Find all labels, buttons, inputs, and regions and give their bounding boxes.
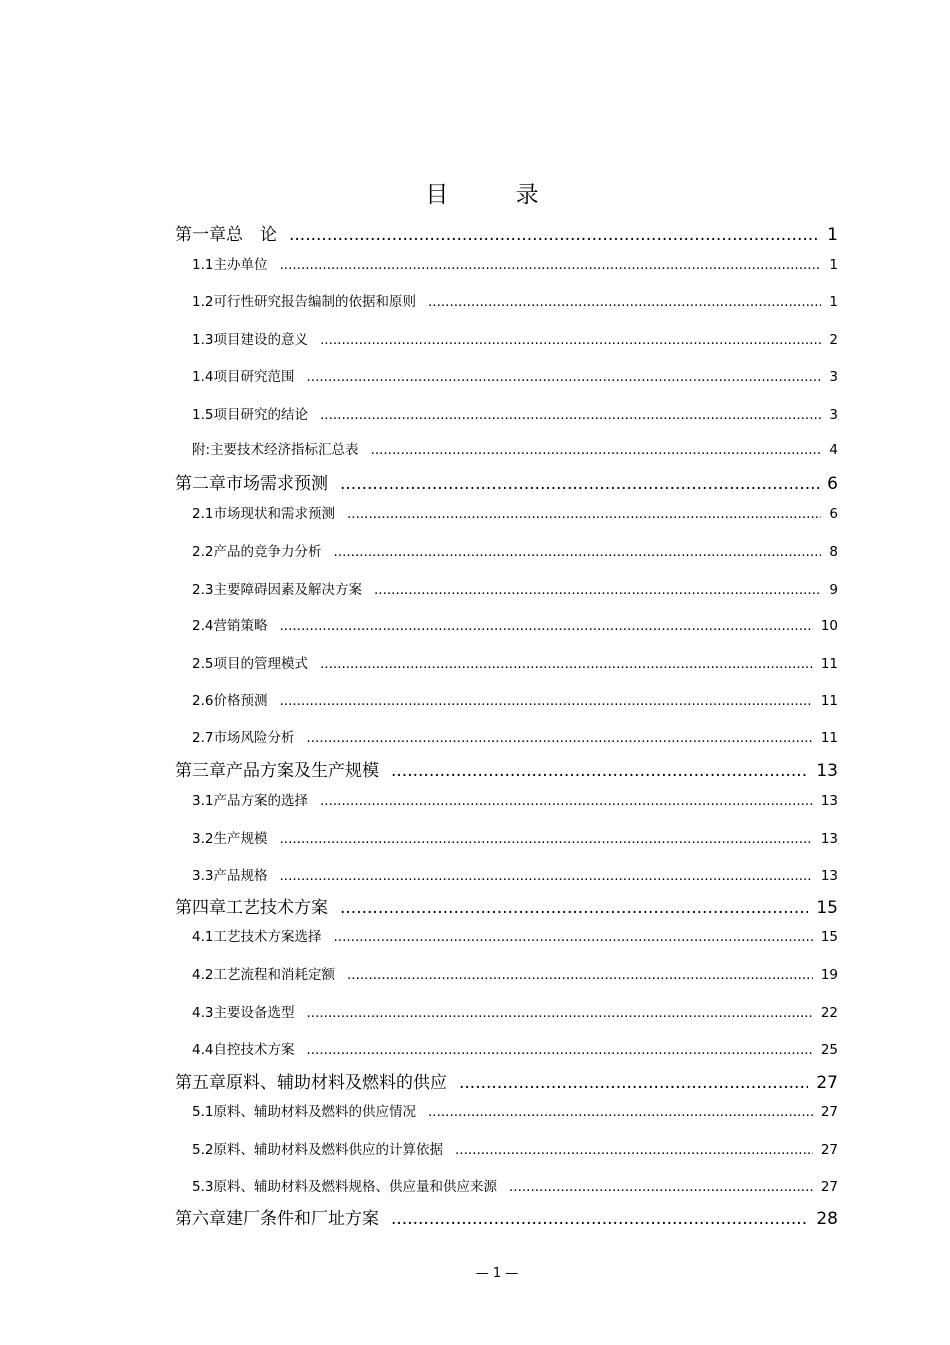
toc-section-entry[interactable] — [192, 540, 838, 560]
toc-entry-title: 市场需求预测 — [226, 474, 328, 494]
toc-entry-title: 市场风险分析 — [213, 730, 295, 746]
toc-entry-title: 原料、辅助材料及燃料供应的计算依据 — [213, 1142, 443, 1158]
toc-entry-page-number: 11 — [820, 693, 838, 709]
toc-dot-leader — [320, 407, 821, 423]
toc-section-entry[interactable] — [192, 328, 838, 348]
toc-dot-leader — [428, 1104, 813, 1120]
toc-dot-leader — [279, 257, 821, 273]
toc-section-entry[interactable] — [192, 578, 838, 598]
toc-chapter-entry[interactable] — [175, 756, 838, 781]
toc-entry-page-number: 6 — [827, 474, 838, 494]
toc-dot-leader — [306, 369, 821, 385]
toc-entry-title: 主要障碍因素及解决方案 — [213, 582, 362, 598]
toc-entry-page-number: 1 — [827, 225, 838, 245]
toc-entry-number: 2.4 — [192, 618, 214, 634]
toc-entry-page-number: 3 — [829, 369, 838, 385]
toc-entry-number: 1.3 — [192, 332, 214, 348]
toc-chapter-entry[interactable] — [175, 469, 838, 494]
toc-entry-number: 2.7 — [192, 730, 214, 746]
toc-dot-leader — [320, 793, 813, 809]
toc-dot-leader — [347, 506, 821, 522]
toc-dot-leader — [371, 442, 822, 458]
toc-section-entry[interactable] — [192, 253, 838, 273]
toc-section-entry[interactable] — [192, 1001, 838, 1021]
toc-entry-number: 2.6 — [192, 693, 214, 709]
toc-entry-number: 4.2 — [192, 967, 214, 983]
toc-entry-title: 原料、辅助材料及燃料的供应情况 — [213, 1104, 416, 1120]
toc-entry-page-number: 27 — [816, 1073, 838, 1093]
toc-dot-leader — [320, 332, 821, 348]
toc-section-entry[interactable] — [192, 789, 838, 809]
toc-section-entry[interactable] — [192, 864, 838, 884]
toc-dot-leader — [391, 761, 808, 781]
toc-entry-page-number: 15 — [816, 898, 838, 918]
toc-entry-title: 产品的竞争力分析 — [213, 544, 322, 560]
toc-dot-leader — [347, 967, 813, 983]
toc-entry-page-number: 27 — [820, 1179, 838, 1195]
toc-entry-title: 生产规模 — [213, 831, 268, 847]
toc-entry-number: 1.4 — [192, 369, 214, 385]
toc-entry-number: 附: — [192, 442, 211, 458]
toc-entry-page-number: 2 — [829, 332, 838, 348]
toc-chapter-entry[interactable] — [175, 893, 838, 918]
toc-dot-leader — [279, 618, 812, 634]
toc-entry-page-number: 28 — [816, 1209, 838, 1229]
toc-entry-number: 第二章 — [175, 474, 226, 494]
toc-entry-title: 工艺技术方案选择 — [213, 929, 322, 945]
toc-chapter-entry[interactable] — [175, 1068, 838, 1093]
toc-section-entry[interactable] — [192, 1038, 838, 1058]
toc-entry-title: 主办单位 — [213, 257, 268, 273]
toc-section-entry[interactable] — [192, 502, 838, 522]
toc-entry-number: 第五章 — [175, 1073, 226, 1093]
toc-chapter-entry[interactable] — [175, 1204, 838, 1229]
toc-entry-number: 第三章 — [175, 761, 226, 781]
toc-entry-page-number: 13 — [816, 761, 838, 781]
toc-entry-page-number: 1 — [829, 294, 838, 310]
toc-entry-number: 4.4 — [192, 1042, 214, 1058]
toc-section-entry[interactable] — [192, 963, 838, 983]
page-number-footer: — 1 — — [475, 1266, 519, 1281]
toc-entry-page-number: 27 — [820, 1104, 838, 1120]
toc-entry-title: 原料、辅助材料及燃料规格、供应量和供应来源 — [213, 1179, 497, 1195]
toc-dot-leader — [455, 1142, 813, 1158]
toc-entry-title: 原料、辅助材料及燃料的供应 — [226, 1073, 447, 1093]
toc-entry-number: 4.3 — [192, 1005, 214, 1021]
toc-section-entry[interactable] — [192, 614, 838, 634]
page-title: 目 录 — [425, 182, 569, 208]
toc-dot-leader — [428, 294, 821, 310]
toc-section-entry[interactable] — [192, 365, 838, 385]
toc-dot-leader — [391, 1209, 808, 1229]
toc-entry-number: 5.2 — [192, 1142, 214, 1158]
toc-dot-leader — [374, 582, 821, 598]
toc-entry-title: 建厂条件和厂址方案 — [226, 1209, 379, 1229]
toc-section-entry[interactable] — [192, 827, 838, 847]
toc-entry-title: 工艺技术方案 — [226, 898, 328, 918]
toc-entry-title: 营销策略 — [213, 618, 268, 634]
toc-section-entry[interactable] — [192, 925, 838, 945]
toc-entry-number: 3.1 — [192, 793, 214, 809]
toc-section-entry[interactable] — [192, 403, 838, 423]
toc-dot-leader — [279, 868, 812, 884]
toc-section-entry[interactable] — [192, 689, 838, 709]
toc-entry-number: 5.3 — [192, 1179, 214, 1195]
toc-entry-page-number: 9 — [829, 582, 838, 598]
toc-entry-page-number: 11 — [820, 730, 838, 746]
toc-entry-title: 项目的管理模式 — [213, 656, 308, 672]
toc-entry-number: 第六章 — [175, 1209, 226, 1229]
toc-dot-leader — [333, 544, 821, 560]
toc-entry-title: 主要技术经济指标汇总表 — [210, 442, 359, 458]
toc-entry-number: 5.1 — [192, 1104, 214, 1120]
toc-entry-page-number: 13 — [820, 868, 838, 884]
toc-entry-number: 1.1 — [192, 257, 214, 273]
toc-dot-leader — [279, 693, 812, 709]
toc-entry-number: 第四章 — [175, 898, 226, 918]
toc-section-entry[interactable] — [192, 438, 838, 458]
toc-dot-leader — [333, 929, 812, 945]
toc-dot-leader — [306, 1042, 812, 1058]
toc-entry-page-number: 25 — [820, 1042, 838, 1058]
toc-entry-page-number: 8 — [829, 544, 838, 560]
toc-entry-title: 工艺流程和消耗定额 — [213, 967, 335, 983]
toc-dot-leader — [289, 225, 819, 245]
toc-entry-number: 2.5 — [192, 656, 214, 672]
toc-entry-page-number: 13 — [820, 793, 838, 809]
toc-entry-page-number: 11 — [820, 656, 838, 672]
toc-entry-page-number: 4 — [829, 442, 838, 458]
toc-entry-page-number: 22 — [820, 1005, 838, 1021]
toc-entry-number: 1.5 — [192, 407, 214, 423]
toc-entry-page-number: 3 — [829, 407, 838, 423]
toc-entry-page-number: 10 — [820, 618, 838, 634]
toc-dot-leader — [459, 1073, 808, 1093]
toc-section-entry[interactable] — [192, 1138, 838, 1158]
toc-dot-leader — [306, 730, 812, 746]
toc-entry-title: 产品方案及生产规模 — [226, 761, 379, 781]
toc-section-entry[interactable] — [192, 652, 838, 672]
toc-entry-number: 2.1 — [192, 506, 214, 522]
toc-entry-title: 可行性研究报告编制的依据和原则 — [213, 294, 416, 310]
toc-entry-title: 产品规格 — [213, 868, 268, 884]
toc-dot-leader — [340, 474, 819, 494]
toc-entry-page-number: 27 — [820, 1142, 838, 1158]
toc-entry-title: 项目研究范围 — [213, 369, 295, 385]
toc-section-entry[interactable] — [192, 290, 838, 310]
toc-entry-title: 主要设备选型 — [213, 1005, 295, 1021]
toc-dot-leader — [340, 898, 808, 918]
toc-entry-number: 2.3 — [192, 582, 214, 598]
toc-entry-title: 自控技术方案 — [213, 1042, 295, 1058]
toc-entry-number: 3.2 — [192, 831, 214, 847]
toc-dot-leader — [306, 1005, 812, 1021]
toc-entry-page-number: 19 — [820, 967, 838, 983]
toc-entry-number: 4.1 — [192, 929, 214, 945]
toc-dot-leader — [509, 1179, 813, 1195]
toc-section-entry[interactable] — [192, 726, 838, 746]
toc-entry-title: 价格预测 — [213, 693, 268, 709]
toc-entry-number: 2.2 — [192, 544, 214, 560]
toc-entry-number: 1.2 — [192, 294, 214, 310]
toc-entry-title: 市场现状和需求预测 — [213, 506, 335, 522]
toc-entry-title: 产品方案的选择 — [213, 793, 308, 809]
toc-entry-title: 项目研究的结论 — [213, 407, 308, 423]
toc-dot-leader — [279, 831, 812, 847]
toc-entry-page-number: 1 — [829, 257, 838, 273]
toc-entry-title: 总 论 — [226, 225, 277, 245]
toc-chapter-entry[interactable] — [175, 220, 838, 245]
toc-section-entry[interactable] — [192, 1175, 838, 1195]
toc-section-entry[interactable] — [192, 1100, 838, 1120]
toc-entry-page-number: 13 — [820, 831, 838, 847]
toc-entry-title: 项目建设的意义 — [213, 332, 308, 348]
toc-dot-leader — [320, 656, 813, 672]
toc-entry-number: 第一章 — [175, 225, 226, 245]
toc-entry-number: 3.3 — [192, 868, 214, 884]
toc-entry-page-number: 6 — [829, 506, 838, 522]
toc-entry-page-number: 15 — [820, 929, 838, 945]
